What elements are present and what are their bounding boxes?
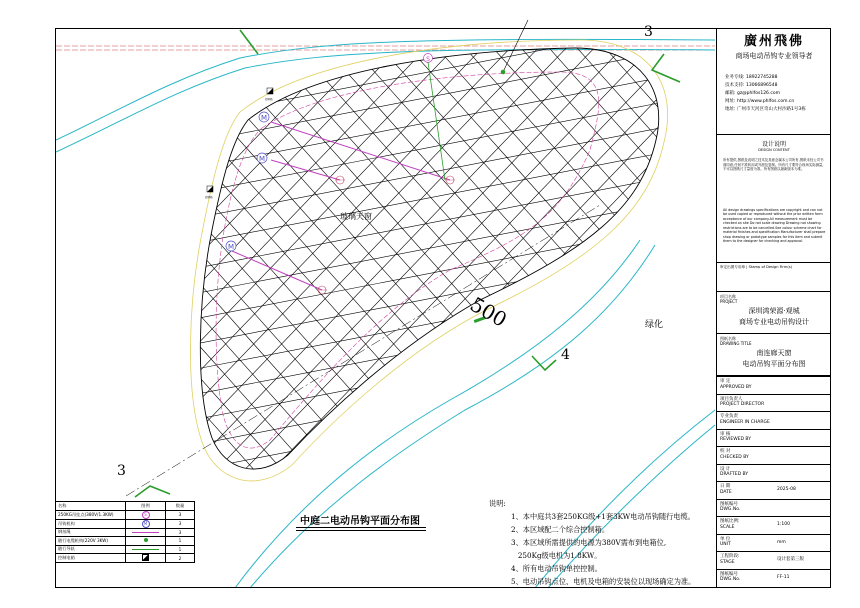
title-block-row-label: 单 位 UNIT: [720, 536, 731, 548]
legend-header-qty: 数量: [166, 502, 195, 511]
svg-text:M: M: [258, 155, 266, 163]
legend-header-name: 名称: [56, 502, 126, 511]
grid-member: [850, 0, 860, 510]
legend-row: 250KG吊挂点(380V/1.3KW) S 3: [56, 510, 195, 519]
title-block-row-label: 审 核 REVIEWED BY: [720, 431, 751, 443]
title-block-row: [717, 411, 831, 429]
grid-member: [0, 0, 6, 510]
rope-icon: [132, 532, 159, 533]
area-label: 玻璃天窗: [340, 212, 372, 221]
project-divider: [717, 291, 831, 292]
title-block-row: [717, 534, 831, 552]
note-item: 3、本区域所需提供的电源为380V需布到电箱位,: [511, 538, 667, 547]
project-name-2: 商场专业电动吊钩设计: [739, 318, 809, 326]
stamp-label: 审定出图专用章 | Stamp of Design Firm(s): [720, 265, 793, 269]
svg-text:M: M: [260, 114, 268, 122]
note-item: 1、本中庭共3套250KG级+1套3KW电动吊钩随行电缆。: [511, 512, 695, 521]
title-block-row-label: 工程阶段: STAGE: [720, 554, 740, 565]
title-block-row: [717, 376, 831, 394]
dimension-label: 500: [466, 292, 512, 332]
title-block-row-label: 设 计 DRAFTED BY: [720, 466, 749, 478]
legend-row: 吊钩机构 M 3: [56, 519, 195, 528]
legend-header-row: [56, 502, 195, 511]
stamp-divider: [717, 262, 831, 263]
title-block-row: [717, 446, 831, 464]
legend-row: 控制电箱 2: [56, 554, 195, 563]
note-item: 5、电动吊钩点位、电机及电箱的安装位以现场确定为准。: [511, 577, 696, 586]
title-block-row-value: FF-11: [777, 574, 790, 580]
legend-row: 随行电缆机构(220V 3KW) 1: [56, 537, 195, 546]
title-block-row-label: 专业负责 ENGINEER IN CHARGE: [720, 414, 770, 425]
title-block-row: [717, 516, 831, 534]
title-block-row: [717, 569, 831, 587]
legend-row: 钢丝绳 3: [56, 528, 195, 537]
control-box-icon: [142, 554, 149, 561]
svg-text:控制箱: 控制箱: [265, 98, 273, 101]
grid-member: [0, 40, 38, 510]
drawing-label: 图纸名称 DRAWING TITLE: [720, 336, 752, 346]
grid-label-top: 3: [644, 24, 653, 40]
title-block-row-value: 设计套第三版: [777, 557, 804, 562]
motor-icon: M: [142, 520, 150, 528]
svg-text:控制箱: 控制箱: [205, 196, 213, 199]
drawing-divider: [717, 333, 831, 334]
title-block-row-value: 2025-08: [777, 487, 796, 492]
drawing-name-1: 南连廊天窗: [756, 349, 792, 357]
grid-label-right: 4: [561, 347, 570, 363]
hook-icon: S: [142, 511, 150, 519]
title-block-row-label: 项目负责人 PROJECT DIRECTOR: [720, 396, 765, 408]
title-block-row: [717, 481, 831, 499]
company-name: 廣州飛佛: [743, 34, 804, 49]
rail-icon: [132, 549, 159, 550]
title-block-row: [717, 551, 831, 569]
title-block-row: [717, 429, 831, 447]
title-block-row-label: 日 期 DATE: [720, 484, 732, 495]
notes-block: [489, 497, 695, 588]
company-subtitle: 商场电动吊钩专业领导者: [735, 52, 813, 60]
contact-row-1: 业务专线: 18922745288: [725, 75, 778, 80]
title-block-row: [717, 464, 831, 482]
title-block-row-label: 图纸比例: SCALE: [720, 519, 740, 530]
title-block-row-value: 1:100: [777, 522, 790, 527]
notes-title: 说明:: [489, 499, 506, 508]
title-block-row-label: 校 对 CHECKED BY: [720, 449, 749, 460]
design-notes-box: [717, 134, 831, 264]
svg-text:S: S: [426, 56, 430, 63]
title-block-row: [717, 394, 831, 412]
title-block-row: [717, 499, 831, 517]
grid-label-left: 3: [117, 463, 126, 479]
title-block-row-label: 图纸编号 DWG.No.: [720, 501, 741, 513]
legend-header-symbol: 图例: [126, 502, 166, 511]
note-item: 250Kg级电机为1.8KW。: [511, 551, 602, 560]
cable-mechanism-icon: [144, 538, 148, 542]
grid-member: [100, 0, 720, 10]
legend-row: 随行导轨 1: [56, 545, 195, 554]
notes-list: [489, 510, 695, 588]
design-notes-title: 设计说明: [761, 141, 786, 148]
drawing-name-2: 电动吊钩平面分布图: [742, 360, 806, 368]
title-block-row-value: mm: [777, 539, 786, 545]
title-underline: [296, 527, 426, 531]
design-notes-cn: 所有提供,图纸及说明之技术及其意念属本公司所有,图纸未经公司书面同意,任何不准转用或外泄及复制。所有尺寸要符合现场实际测量,不可以图纸尺寸量度为准。所有图纸以最新版本为准。: [723, 158, 824, 172]
title-block: [716, 28, 831, 588]
svg-text:M: M: [227, 243, 235, 251]
note-item: 2、本区域配二个综合控制箱。: [511, 525, 610, 534]
title-block-row-label: 图纸编号 DWG.No.: [720, 571, 741, 583]
contact-row-3: 邮箱: gz@phlfos126.com: [725, 91, 780, 96]
grid-member: [0, 0, 62, 510]
grid-member: [0, 40, 10, 510]
grid-member: [850, 40, 860, 510]
legend-table: [55, 501, 195, 588]
design-notes-en: All design drawings specifications are copyright and can not be used copied or reproduced without the prior written form acceptance of our company.All measurement must be checked on site Do not scale drawing Drawing not showing restrictions are to be cancelled.See colour scheme chart for material finishes and specification Manufacturer shall prepare shop drawing or prototype samples for this item and submit them to the designer for checking and approval.: [723, 208, 826, 244]
contact-row-2: 技术支持: 13066896548: [725, 83, 778, 88]
drawing-main-title: 中庭二电动吊钩平面分布图: [300, 516, 420, 527]
grid-member: [100, 595, 720, 608]
project-label: 项目名称 PROJECT: [720, 294, 738, 304]
contact-row-4: 网址: http://www.phlfos.com.cn: [725, 99, 795, 104]
design-notes-subtitle: DESIGN CONTENT: [758, 148, 790, 152]
contact-row-5: 地址: 广州市天河区奇山大村沙路1号3栋: [725, 107, 806, 112]
note-item: 4、所有电动吊钩单控控制。: [511, 564, 602, 573]
grid-member: [0, 0, 34, 510]
title-block-row-label: 审 定 APPROVED BY: [720, 379, 752, 390]
green-label: 绿化: [645, 320, 664, 330]
project-name-1: 深圳鸿荣源·观城: [748, 307, 800, 315]
